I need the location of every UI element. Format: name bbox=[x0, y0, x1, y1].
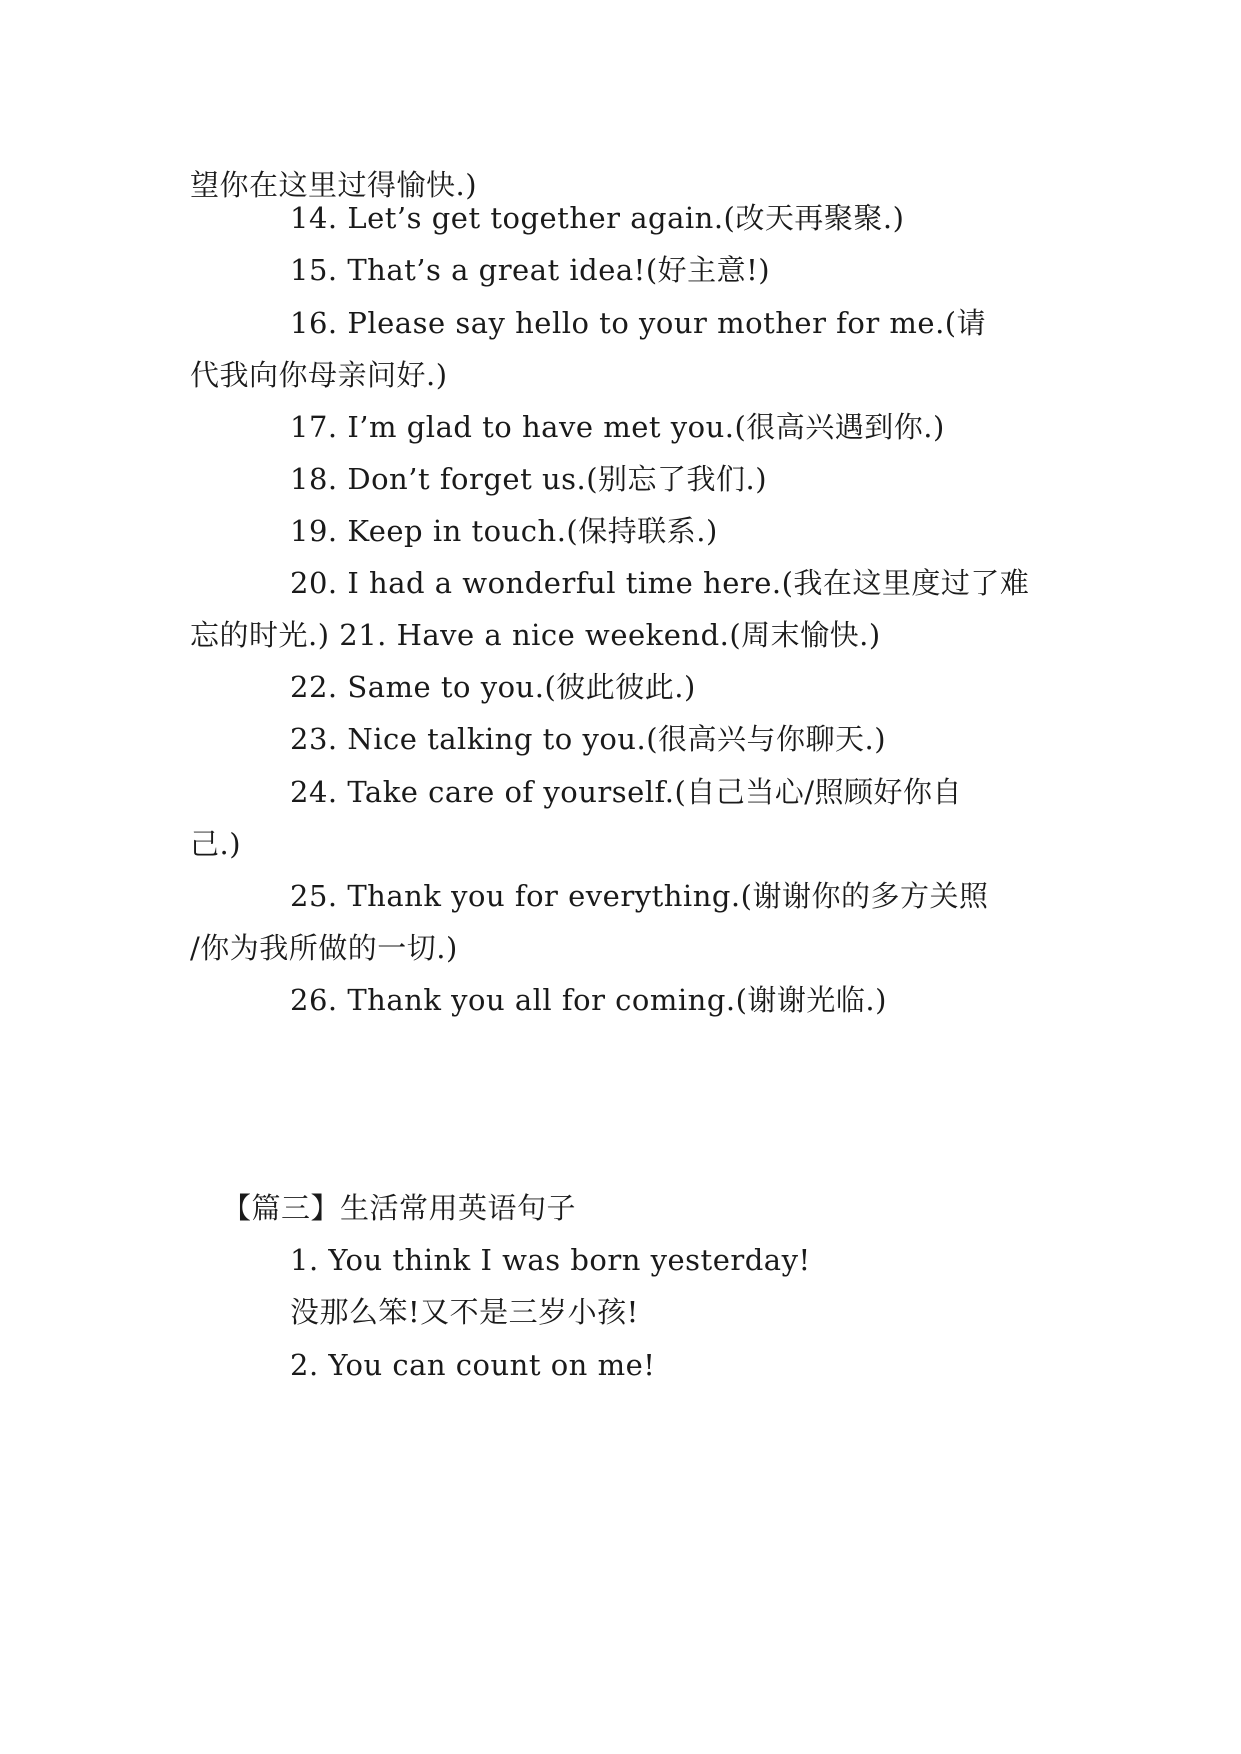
text-line: 24. Take care of yourself.(自己当心/照顾好你自 bbox=[290, 775, 963, 809]
text-line: 15. That’s a great idea!(好主意!) bbox=[290, 253, 771, 287]
text-line: 2. You can count on me! bbox=[290, 1348, 656, 1382]
text-line: /你为我所做的一切.) bbox=[190, 931, 458, 965]
text-line: 1. You think I was born yesterday! bbox=[290, 1243, 811, 1277]
text-line: 23. Nice talking to you.(很高兴与你聊天.) bbox=[290, 722, 887, 756]
text-line: 17. I’m glad to have met you.(很高兴遇到你.) bbox=[290, 410, 945, 444]
text-line: 19. Keep in touch.(保持联系.) bbox=[290, 514, 718, 548]
text-line: 14. Let’s get together again.(改天再聚聚.) bbox=[290, 201, 905, 235]
text-line: 望你在这里过得愉快.) bbox=[190, 168, 478, 202]
text-line: 26. Thank you all for coming.(谢谢光临.) bbox=[290, 983, 887, 1017]
section-heading: 【篇三】生活常用英语句子 bbox=[222, 1191, 577, 1225]
text-line: 代我向你母亲问好.) bbox=[190, 358, 448, 392]
text-line: 没那么笨!又不是三岁小孩! bbox=[290, 1295, 639, 1329]
text-line: 16. Please say hello to your mother for me.(请 bbox=[290, 306, 987, 340]
text-line: 18. Don’t forget us.(别忘了我们.) bbox=[290, 462, 768, 496]
text-line: 25. Thank you for everything.(谢谢你的多方关照 bbox=[290, 879, 989, 913]
text-line: 忘的时光.) 21. Have a nice weekend.(周末愉快.) bbox=[190, 618, 881, 652]
text-line: 22. Same to you.(彼此彼此.) bbox=[290, 670, 696, 704]
text-line: 20. I had a wonderful time here.(我在这里度过了难 bbox=[290, 566, 1030, 600]
text-line: 己.) bbox=[190, 827, 242, 861]
